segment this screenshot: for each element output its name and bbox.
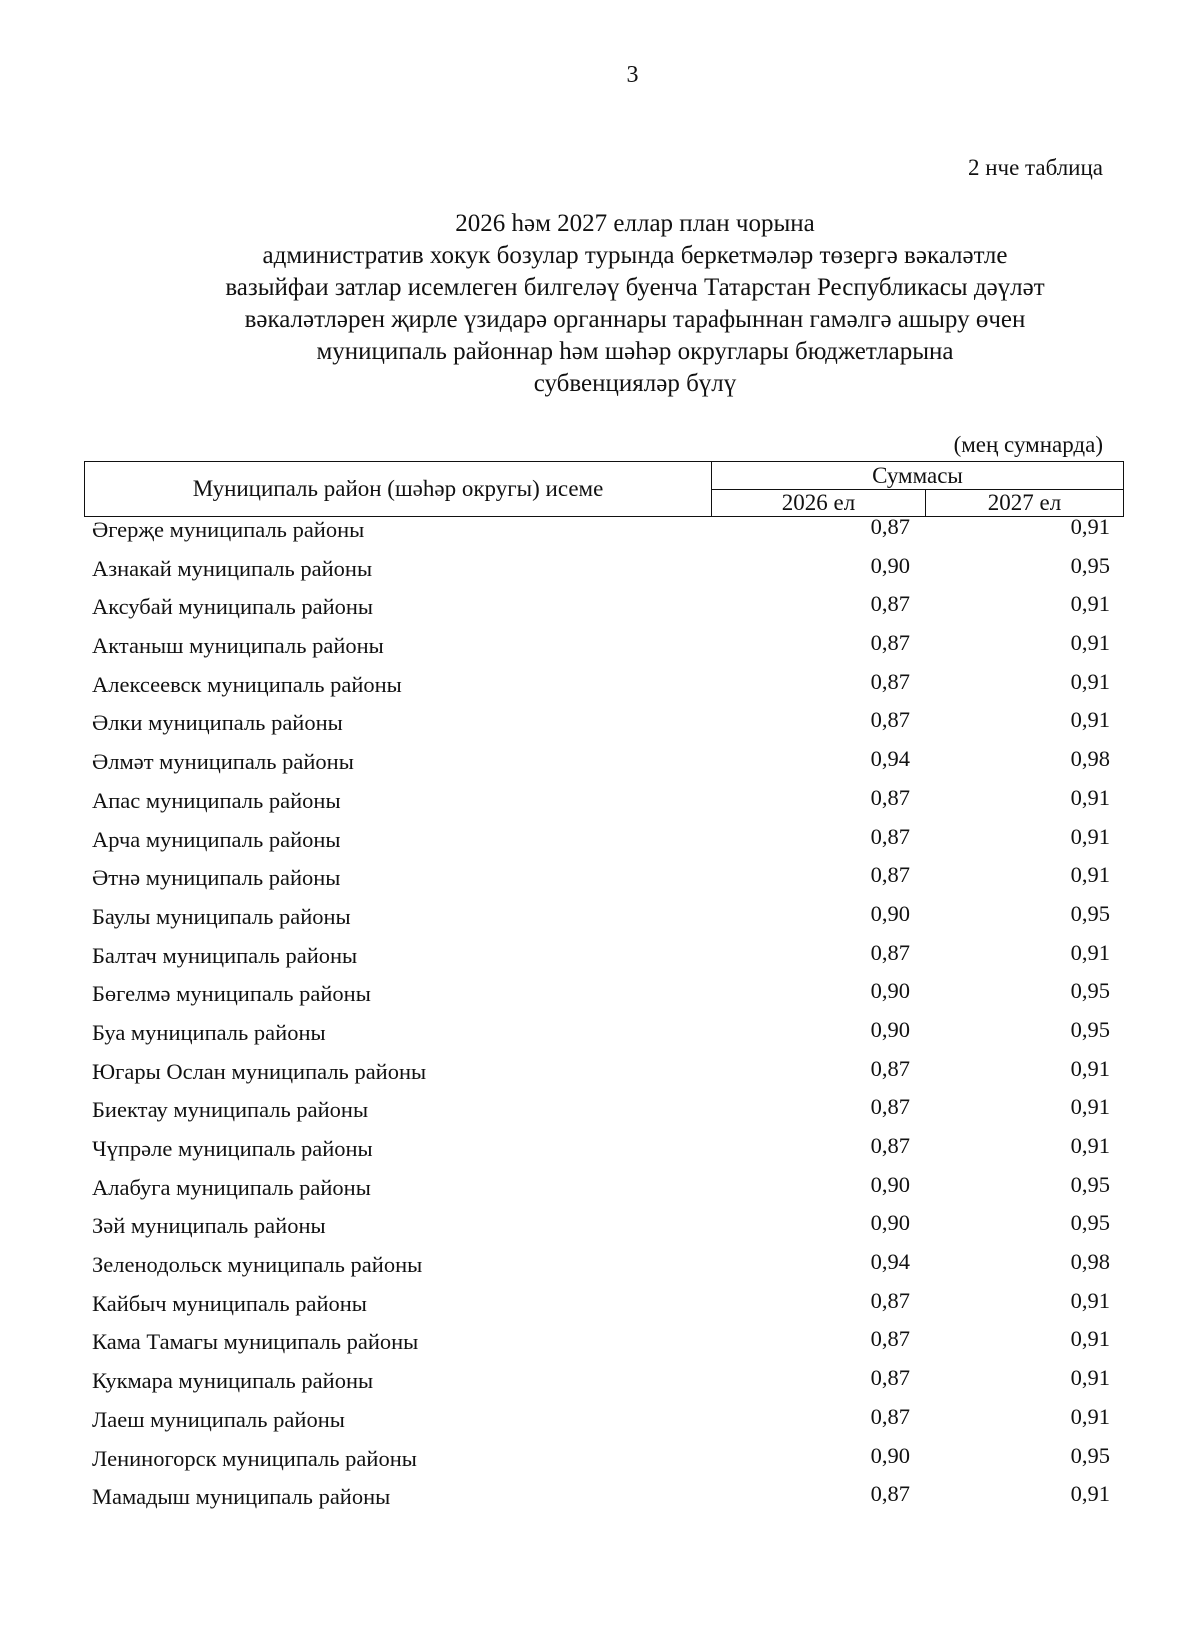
amount-2026: 0,87 xyxy=(870,1055,910,1081)
municipality-name: Аксубай муниципаль районы xyxy=(92,594,374,620)
amount-2027: 0,91 xyxy=(1070,1094,1110,1120)
amount-2027: 0,91 xyxy=(1070,784,1110,810)
amount-2026: 0,87 xyxy=(870,591,910,617)
municipality-name: Биектау муниципаль районы xyxy=(92,1097,369,1123)
table-row xyxy=(0,1016,1200,1059)
amount-2026: 0,90 xyxy=(870,1210,910,1236)
table-row xyxy=(0,784,1200,827)
amount-2026: 0,90 xyxy=(870,1016,910,1042)
amount-2027: 0,91 xyxy=(1070,1326,1110,1352)
amount-2027: 0,91 xyxy=(1070,862,1110,888)
amount-2026: 0,94 xyxy=(870,746,910,772)
amount-2026: 0,87 xyxy=(870,862,910,888)
title-line: 2026 һәм 2027 еллар план чорына xyxy=(455,210,815,237)
page-number: 3 xyxy=(626,62,639,88)
amount-2027: 0,95 xyxy=(1070,978,1110,1004)
amount-2027: 0,91 xyxy=(1070,939,1110,965)
header-year-2026: 2026 ел xyxy=(712,490,926,516)
table-header xyxy=(84,461,1124,517)
municipality-name: Лаеш муниципаль районы xyxy=(92,1406,345,1432)
table-row xyxy=(0,1442,1200,1485)
table-row xyxy=(0,668,1200,711)
municipality-name: Алексеевск муниципаль районы xyxy=(92,671,402,697)
amount-2027: 0,91 xyxy=(1070,1133,1110,1158)
title-line: вәкаләтләрен җирле үзидарә органнары тарафыннан гамәлгә ашыру өчен xyxy=(244,306,1026,333)
municipality-name: Актаныш муниципаль районы xyxy=(92,633,384,659)
amount-2026: 0,87 xyxy=(870,939,910,965)
amount-2027: 0,91 xyxy=(1070,630,1110,656)
municipality-name: Кайбыч муниципаль районы xyxy=(92,1290,367,1316)
table-row xyxy=(0,862,1200,904)
municipality-name: Алабуга муниципаль районы xyxy=(92,1174,371,1200)
document-title xyxy=(82,208,1188,400)
amount-2026: 0,87 xyxy=(870,1133,910,1158)
table-row xyxy=(0,978,1200,1020)
municipality-name: Чүпрәле муниципаль районы xyxy=(92,1136,373,1161)
municipality-name: Зеленодольск муниципаль районы xyxy=(92,1252,423,1278)
amount-2026: 0,90 xyxy=(870,1171,910,1197)
municipality-name: Әлмәт муниципаль районы xyxy=(92,749,354,775)
amount-2027: 0,91 xyxy=(1070,823,1110,849)
amount-2027: 0,91 xyxy=(1070,591,1110,617)
municipality-name: Мамадыш муниципаль районы xyxy=(92,1484,391,1510)
table-row xyxy=(0,1481,1200,1523)
amount-2027: 0,91 xyxy=(1070,668,1110,694)
amount-2026: 0,87 xyxy=(870,1094,910,1120)
amount-2027: 0,91 xyxy=(1070,1365,1110,1391)
title-line: вазыйфаи затлар исемлеген билгеләү буенча Татарстан Республикасы дәүләт xyxy=(225,274,1045,301)
municipality-name: Бөгелмә муниципаль районы xyxy=(92,981,371,1007)
amount-2027: 0,95 xyxy=(1070,1171,1110,1197)
amount-2027: 0,95 xyxy=(1070,1442,1110,1468)
amount-2026: 0,87 xyxy=(870,823,910,849)
amount-2027: 0,91 xyxy=(1070,1403,1110,1429)
header-municipality-name: Муниципаль район (шәһәр округы) исеме xyxy=(85,462,712,516)
municipality-name: Арча муниципаль районы xyxy=(92,826,341,852)
municipality-name: Апас муниципаль районы xyxy=(92,787,341,813)
municipality-name: Азнакай муниципаль районы xyxy=(92,555,373,581)
municipality-name: Кукмара муниципаль районы xyxy=(92,1368,374,1394)
amount-2027: 0,95 xyxy=(1070,1210,1110,1236)
amount-2026: 0,87 xyxy=(870,630,910,656)
amount-2027: 0,91 xyxy=(1070,1287,1110,1313)
amount-2026: 0,87 xyxy=(870,1481,910,1507)
table-row xyxy=(0,514,1200,556)
title-line: субвенцияләр бүлү xyxy=(533,370,737,397)
amount-2027: 0,91 xyxy=(1070,707,1110,733)
table-row xyxy=(0,1171,1200,1214)
title-line: муниципаль районнар һәм шәһәр округлары бюджетларына xyxy=(316,338,954,365)
amount-2026: 0,87 xyxy=(870,1403,910,1429)
amount-2026: 0,90 xyxy=(870,900,910,926)
table-row xyxy=(0,1249,1200,1291)
table-row xyxy=(0,707,1200,749)
table-row xyxy=(0,552,1200,595)
amount-2027: 0,98 xyxy=(1070,746,1110,772)
amount-2027: 0,95 xyxy=(1070,1016,1110,1042)
amount-2026: 0,90 xyxy=(870,978,910,1004)
amount-2027: 0,95 xyxy=(1070,552,1110,578)
municipality-name: Әгерҗе муниципаль районы xyxy=(92,517,365,542)
header-year-2027: 2027 ел xyxy=(987,490,1062,515)
municipality-name: Лениногорск муниципаль районы xyxy=(92,1445,417,1471)
table-row xyxy=(0,630,1200,672)
table-row xyxy=(0,1326,1200,1368)
amount-2026: 0,87 xyxy=(870,1365,910,1391)
municipality-name: Югары Ослан муниципаль районы xyxy=(92,1058,427,1084)
title-line: административ хокук бозулар турында беркетмәләр төзергә вәкаләтле xyxy=(262,242,1008,269)
table-row xyxy=(0,900,1200,943)
table-row xyxy=(0,1210,1200,1252)
table-row xyxy=(0,939,1200,982)
municipality-name: Әлки муниципаль районы xyxy=(92,710,343,736)
amount-2026: 0,87 xyxy=(870,1326,910,1352)
table-label: 2 нче таблица xyxy=(967,155,1103,180)
amount-2027: 0,91 xyxy=(1070,1055,1110,1081)
table-row xyxy=(0,1287,1200,1330)
table-body xyxy=(0,514,1200,1523)
table-row xyxy=(0,1094,1200,1136)
municipality-name: Кама Тамагы муниципаль районы xyxy=(92,1329,419,1355)
amount-2026: 0,87 xyxy=(870,668,910,694)
table-row xyxy=(0,1055,1200,1098)
amount-2026: 0,87 xyxy=(870,514,910,539)
municipality-name: Зәй муниципаль районы xyxy=(92,1213,326,1239)
table-row xyxy=(0,591,1200,633)
amount-2027: 0,95 xyxy=(1070,900,1110,926)
amount-2027: 0,91 xyxy=(1070,514,1110,539)
header-sums: Суммасы xyxy=(712,462,1123,490)
amount-2026: 0,87 xyxy=(870,707,910,733)
amount-2026: 0,90 xyxy=(870,552,910,578)
amount-2026: 0,94 xyxy=(870,1249,910,1275)
amount-2026: 0,87 xyxy=(870,784,910,810)
table-row xyxy=(0,1365,1200,1407)
municipality-name: Әтнә муниципаль районы xyxy=(92,865,341,891)
table-row xyxy=(0,823,1200,866)
table-row xyxy=(0,746,1200,788)
amount-2027: 0,91 xyxy=(1070,1481,1110,1507)
table-row xyxy=(0,1133,1200,1175)
municipality-name: Балтач муниципаль районы xyxy=(92,942,358,968)
amount-2026: 0,87 xyxy=(870,1287,910,1313)
table-row xyxy=(0,1403,1200,1446)
units-note: (мең сумнарда) xyxy=(953,432,1103,457)
municipality-name: Баулы муниципаль районы xyxy=(92,903,351,929)
amount-2027: 0,98 xyxy=(1070,1249,1110,1275)
municipality-name: Буа муниципаль районы xyxy=(92,1019,326,1045)
amount-2026: 0,90 xyxy=(870,1442,910,1468)
